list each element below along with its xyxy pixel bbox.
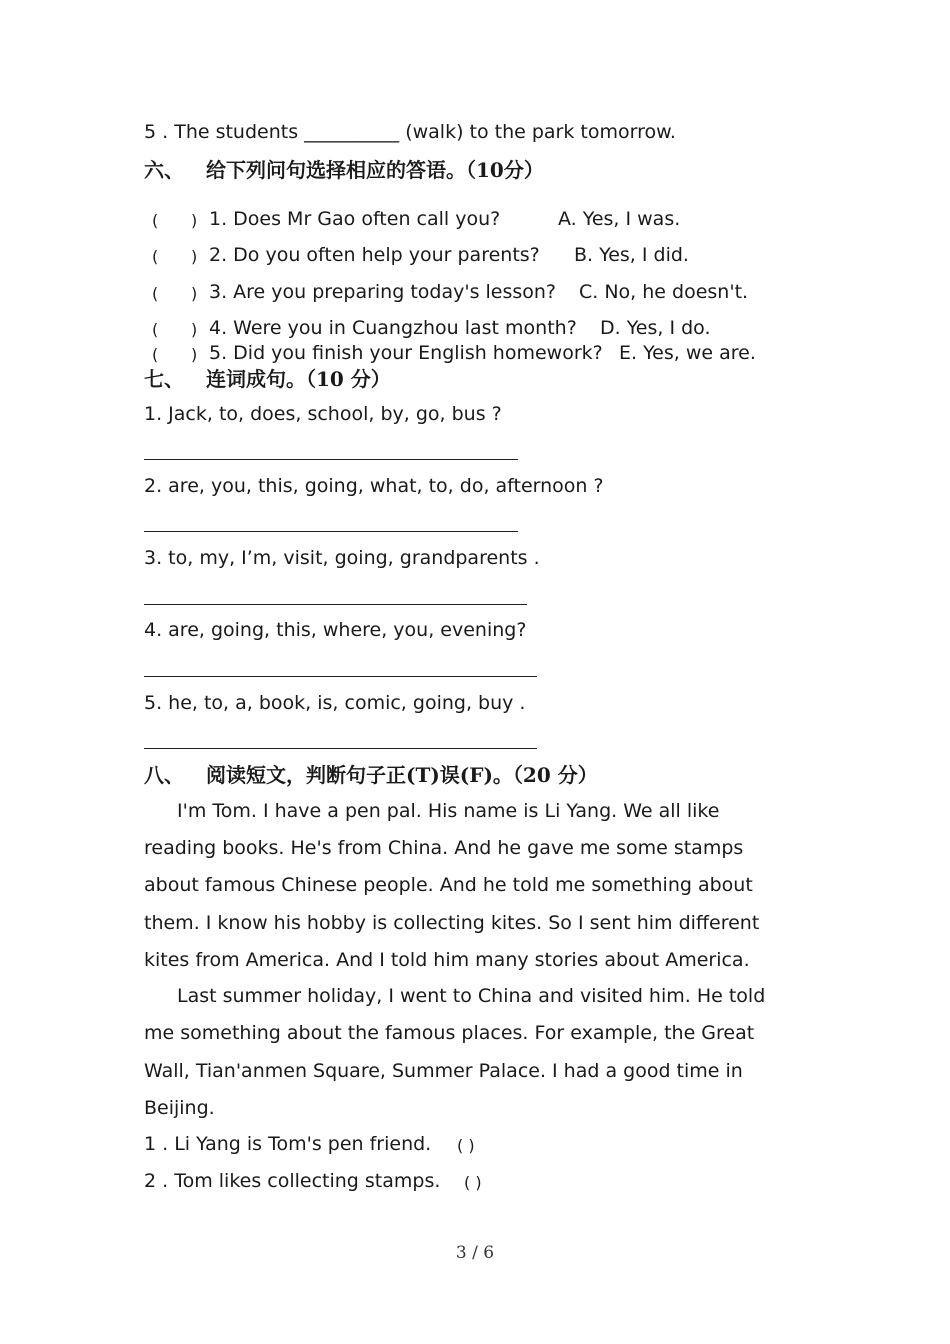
passage-line: kites from America. And I told him many stories about America.	[144, 949, 750, 971]
match-question-4: 4. Were you in Cuangzhou last month?	[209, 317, 577, 339]
section-8-number: 八、	[144, 763, 184, 787]
passage-line: I'm Tom. I have a pen pal. His name is Li Yang. We all like	[177, 800, 720, 822]
passage-line: Wall, Tian'anmen Square, Summer Palace. I had a good time in	[144, 1060, 743, 1082]
passage-line: about famous Chinese people. And he told me something about	[144, 874, 753, 896]
match-question-2: 2. Do you often help your parents?	[209, 244, 540, 266]
answer-paren-open: (	[152, 247, 159, 266]
section-6-number: 六、	[144, 158, 184, 182]
judge-2-paren: ( )	[464, 1173, 482, 1192]
passage-line: Beijing.	[144, 1097, 215, 1119]
answer-paren-open: (	[152, 284, 159, 303]
answer-line-3	[144, 604, 527, 605]
match-question-3: 3. Are you preparing today's lesson?	[209, 281, 557, 303]
passage-line: them. I know his hobby is collecting kites. So I sent him different	[144, 912, 760, 934]
answer-line-2	[144, 531, 518, 532]
passage-line: me something about the famous places. For example, the Great	[144, 1022, 755, 1044]
passage-line: reading books. He's from China. And he gave me some stamps	[144, 837, 744, 859]
passage-line: Last summer holiday, I went to China and visited him. He told	[177, 985, 766, 1007]
answer-paren-close: )	[191, 320, 198, 339]
answer-paren-close: )	[191, 345, 198, 364]
judge-item-2	[144, 1169, 440, 1193]
answer-paren-close: )	[191, 284, 198, 303]
section-7-number: 七、	[144, 367, 184, 391]
answer-line-1	[144, 459, 518, 460]
match-answer-b: B. Yes, I did.	[574, 244, 689, 266]
answer-line-4	[144, 676, 537, 677]
judge-item-2-text: 2 . Tom likes collecting stamps.	[144, 1170, 441, 1192]
match-question-1: 1. Does Mr Gao often call you?	[209, 208, 501, 230]
answer-paren-close: )	[191, 247, 198, 266]
judge-1-paren: ( )	[457, 1136, 475, 1155]
answer-paren-close: )	[191, 211, 198, 230]
section-7-heading	[144, 366, 391, 392]
match-answer-a: A. Yes, I was.	[558, 208, 681, 230]
word-order-item-5: 5. he, to, a, book, is, comic, going, buy .	[144, 692, 526, 714]
word-order-item-3: 3. to, my, I’m, visit, going, grandparents .	[144, 547, 540, 569]
match-answer-c: C. No, he doesn't.	[579, 281, 749, 303]
section-6-title: 给下列问句选择相应的答语。（10分）	[206, 158, 544, 182]
word-order-item-1: 1. Jack, to, does, school, by, go, bus ?	[144, 403, 502, 425]
answer-paren-open: (	[152, 211, 159, 230]
section-8-title: 阅读短文，判断句子正(T)误(F)。（20 分）	[206, 763, 598, 787]
judge-item-1-text: 1 . Li Yang is Tom's pen friend.	[144, 1133, 432, 1155]
answer-paren-open: (	[152, 320, 159, 339]
section-8-heading	[144, 762, 598, 788]
match-answer-e: E. Yes, we are.	[619, 342, 756, 364]
section-7-title: 连词成句。（10 分）	[206, 367, 391, 391]
word-order-item-2: 2. are, you, this, going, what, to, do, afternoon ?	[144, 475, 604, 497]
match-answer-d: D. Yes, I do.	[600, 317, 711, 339]
answer-line-5	[144, 748, 537, 749]
word-order-item-4: 4. are, going, this, where, you, evening?	[144, 619, 527, 641]
fill-blank-item-5: 5 . The students __________ (walk) to the park tomorrow.	[144, 121, 676, 143]
answer-paren-open: (	[152, 345, 159, 364]
judge-item-1	[144, 1132, 431, 1156]
section-6-heading	[144, 157, 544, 183]
page-number: 3 / 6	[455, 1243, 495, 1263]
match-question-5: 5. Did you finish your English homework?	[209, 342, 603, 364]
